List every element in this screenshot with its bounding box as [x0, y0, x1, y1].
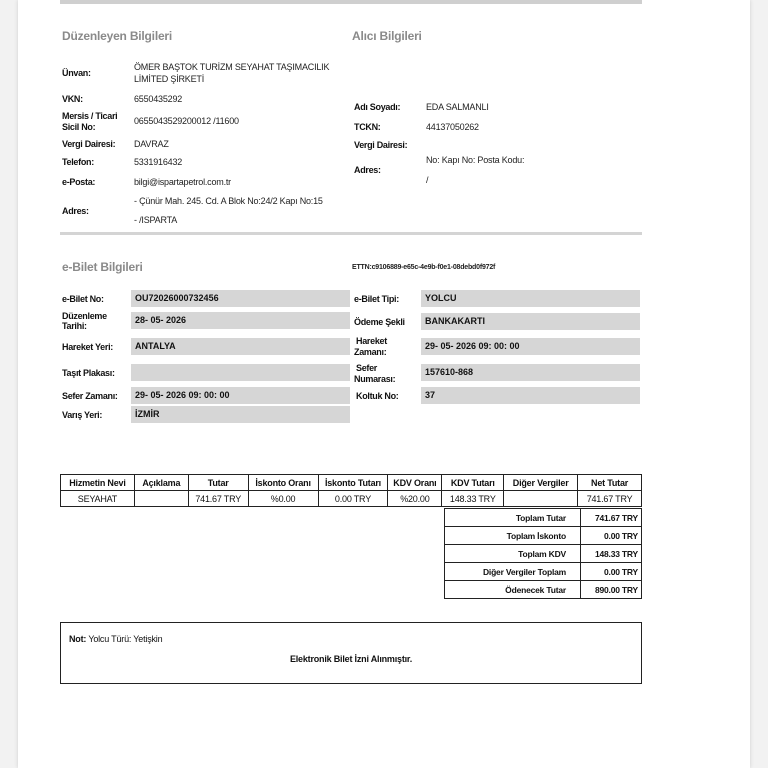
- items-header-row: [61, 475, 642, 491]
- mersis-value: 0655043529200012 /11600: [134, 116, 239, 126]
- tckn-label: TCKN:: [354, 122, 381, 132]
- mersis-label-line1: Mersis / Ticari: [62, 111, 118, 121]
- e-ticket-permission-text: Elektronik Bilet İzni Alınmıştır.: [289, 654, 413, 664]
- issuer-address-line1: - Çünür Mah. 245. Cd. A Blok No:24/2 Kapı No:15: [134, 196, 323, 206]
- tckn-value: 44137050262: [426, 122, 479, 132]
- cell-amount: 741.67 TRY: [188, 491, 248, 507]
- totals-table: [444, 508, 642, 599]
- departure-time-value: 29- 05- 2026 09: 00: 00: [421, 338, 640, 355]
- buyer-tax-office-label: Vergi Dairesi:: [354, 140, 408, 150]
- ticket-type-label: e-Bilet Tipi:: [354, 294, 399, 304]
- cell-vat-rate: %20.00: [388, 491, 442, 507]
- ticket-no-label: e-Bilet No:: [62, 294, 104, 304]
- issuer-address-line2: - /ISPARTA: [134, 215, 178, 225]
- departure-time-label-line2: Zamanı:: [354, 347, 387, 357]
- issuer-title-label: Ünvan:: [62, 68, 91, 78]
- issuer-title-line1: ÖMER BAŞTOK TURİZM SEYAHAT TAŞIMACILIK: [134, 62, 330, 72]
- vkn-label: VKN:: [62, 94, 83, 104]
- total-discount-label: Toplam İskonto: [445, 527, 581, 545]
- arrival-place-label: Varış Yeri:: [62, 410, 103, 420]
- departure-place-label: Hareket Yeri:: [62, 342, 113, 352]
- cell-vat-amount: 148.33 TRY: [442, 491, 504, 507]
- total-row: [445, 563, 642, 581]
- trip-time-value: 29- 05- 2026 09: 00: 00: [131, 387, 350, 404]
- phone-value: 5331916432: [134, 157, 183, 167]
- col-description: Açıklama: [134, 475, 188, 491]
- buyer-address-label: Adres:: [354, 165, 381, 175]
- note-line: [69, 634, 162, 644]
- cell-discount-amount: 0.00 TRY: [318, 491, 388, 507]
- buyer-name-label: Adı Soyadı:: [354, 102, 401, 112]
- issuer-title-line2: LİMİTED ŞİRKETİ: [134, 74, 205, 84]
- payable-amount-label: Ödenecek Tutar: [445, 581, 581, 599]
- issue-date-value: 28- 05- 2026: [131, 312, 350, 329]
- arrival-place-value: İZMİR: [131, 406, 350, 423]
- tax-office-label: Vergi Dairesi:: [62, 139, 116, 149]
- seat-no-label: Koltuk No:: [356, 391, 399, 401]
- col-net-amount: Net Tutar: [578, 475, 642, 491]
- total-vat-value: 148.33 TRY: [581, 545, 642, 563]
- total-row: [445, 545, 642, 563]
- payment-method-label: Ödeme Şekli: [354, 317, 405, 327]
- col-discount-rate: İskonto Oranı: [248, 475, 318, 491]
- buyer-address-line1: No: Kapı No: Posta Kodu:: [426, 155, 525, 165]
- cell-net-amount: 741.67 TRY: [578, 491, 642, 507]
- departure-time-label-line1: Hareket: [356, 336, 387, 346]
- total-other-taxes-value: 0.00 TRY: [581, 563, 642, 581]
- total-row: [445, 581, 642, 599]
- total-row: [445, 527, 642, 545]
- issue-date-label-line2: Tarihi:: [62, 321, 87, 331]
- payment-method-value: BANKAKARTI: [421, 313, 640, 330]
- tax-office-value: DAVRAZ: [134, 139, 169, 149]
- note-box: [60, 622, 642, 684]
- phone-label: Telefon:: [62, 157, 94, 167]
- col-service-type: Hizmetin Nevi: [61, 475, 135, 491]
- email-value: bilgi@ispartapetrol.com.tr: [134, 177, 231, 187]
- issue-date-label-line1: Düzenleme: [62, 311, 107, 321]
- ticket-section-title: e-Bilet Bilgileri: [62, 260, 143, 274]
- plate-label: Taşıt Plakası:: [62, 368, 115, 378]
- col-vat-amount: KDV Tutarı: [442, 475, 504, 491]
- ticket-no-value: OU72026000732456: [131, 290, 350, 307]
- total-other-taxes-label: Diğer Vergiler Toplam: [445, 563, 581, 581]
- payable-amount-value: 890.00 TRY: [581, 581, 642, 599]
- note-text: Yolcu Türü: Yetişkin: [88, 634, 163, 644]
- email-label: e-Posta:: [62, 177, 96, 187]
- total-vat-label: Toplam KDV: [445, 545, 581, 563]
- col-vat-rate: KDV Oranı: [388, 475, 442, 491]
- total-amount-label: Toplam Tutar: [445, 509, 581, 527]
- trip-number-label-line1: Sefer: [356, 363, 378, 373]
- cell-service-type: SEYAHAT: [61, 491, 135, 507]
- buyer-section-title: Alıcı Bilgileri: [352, 29, 422, 43]
- section-divider: [60, 232, 642, 235]
- col-amount: Tutar: [188, 475, 248, 491]
- buyer-address-line2: /: [426, 175, 429, 185]
- issuer-section-title: Düzenleyen Bilgileri: [62, 29, 173, 43]
- trip-number-label-line2: Numarası:: [354, 374, 396, 384]
- note-label: Not:: [69, 634, 87, 644]
- mersis-label-line2: Sicil No:: [62, 122, 96, 132]
- vkn-value: 6550435292: [134, 94, 183, 104]
- col-other-taxes: Diğer Vergiler: [504, 475, 578, 491]
- trip-time-label: Sefer Zamanı:: [62, 391, 118, 401]
- buyer-name-value: EDA SALMANLI: [426, 102, 489, 112]
- departure-place-value: ANTALYA: [131, 338, 350, 355]
- items-table: [60, 474, 642, 507]
- total-amount-value: 741.67 TRY: [581, 509, 642, 527]
- trip-number-value: 157610-868: [421, 364, 640, 381]
- ticket-type-value: YOLCU: [421, 290, 640, 307]
- issuer-address-label: Adres:: [62, 206, 89, 216]
- cell-other-taxes: [504, 491, 578, 507]
- col-discount-amount: İskonto Tutarı: [318, 475, 388, 491]
- table-row: [61, 491, 642, 507]
- total-discount-value: 0.00 TRY: [581, 527, 642, 545]
- cell-description: [134, 491, 188, 507]
- plate-value: [131, 364, 350, 381]
- ettn-value: ETTN:c9106889-e65c-4e9b-f0e1-08debd0f972f: [352, 264, 496, 271]
- seat-no-value: 37: [421, 387, 640, 404]
- top-rule: [60, 0, 642, 4]
- cell-discount-rate: %0.00: [248, 491, 318, 507]
- total-row: [445, 509, 642, 527]
